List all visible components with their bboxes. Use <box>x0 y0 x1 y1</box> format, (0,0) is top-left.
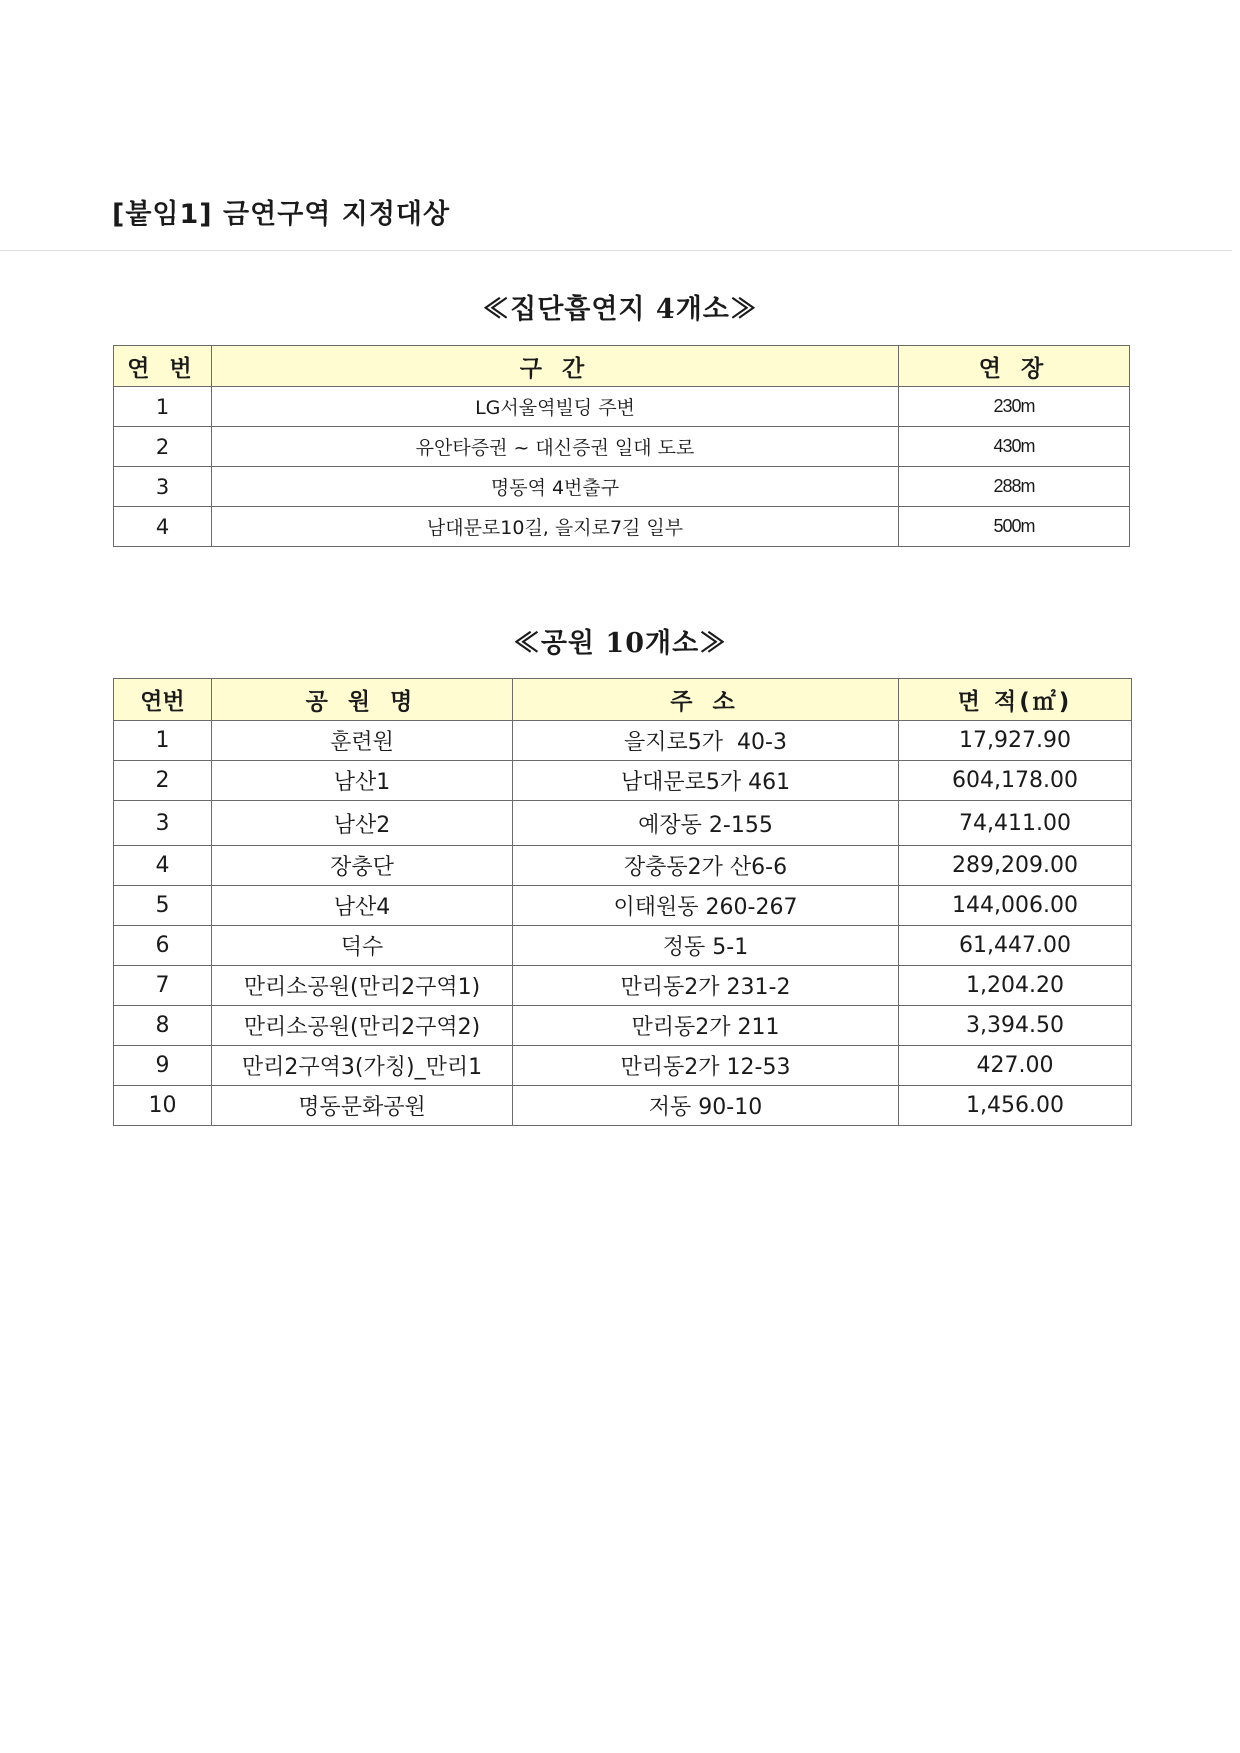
table-row <box>114 387 1130 427</box>
row-area: 74,411.00 <box>899 801 1132 846</box>
smoking-area-section-title: ≪집단흡연지 4개소≫ <box>482 294 758 325</box>
row-section: LG서울역빌딩 주변 <box>212 387 899 427</box>
header-no: 연 번 <box>114 346 212 387</box>
row-no: 2 <box>114 427 212 467</box>
document-title: [붙임1] 금연구역 지정대상 <box>112 199 451 230</box>
table-row <box>114 507 1130 547</box>
row-length: 230m <box>899 387 1130 427</box>
header-area: 면 적(㎡) <box>899 679 1132 721</box>
row-no: 4 <box>114 846 212 886</box>
row-no: 2 <box>114 761 212 801</box>
row-park-name: 만리소공원(만리2구역2) <box>212 1006 513 1046</box>
row-no: 3 <box>114 801 212 846</box>
row-address: 저동 90-10 <box>513 1086 899 1126</box>
header-section: 구 간 <box>212 346 899 387</box>
row-park-name: 장충단 <box>212 846 513 886</box>
row-no: 1 <box>114 721 212 761</box>
table-row <box>114 467 1130 507</box>
row-address: 만리동2가 211 <box>513 1006 899 1046</box>
row-park-name: 남산2 <box>212 801 513 846</box>
row-address: 남대문로5가 461 <box>513 761 899 801</box>
table-row <box>114 966 1132 1006</box>
row-address: 장충동2가 산6-6 <box>513 846 899 886</box>
row-no: 4 <box>114 507 212 547</box>
table-row <box>114 1006 1132 1046</box>
row-area: 1,204.20 <box>899 966 1132 1006</box>
header-no: 연번 <box>114 679 212 721</box>
header-length: 연 장 <box>899 346 1130 387</box>
row-no: 7 <box>114 966 212 1006</box>
table-row <box>114 926 1132 966</box>
table-row <box>114 1046 1132 1086</box>
row-park-name: 덕수 <box>212 926 513 966</box>
row-no: 6 <box>114 926 212 966</box>
park-table <box>113 678 1132 1126</box>
table-row <box>114 1086 1132 1126</box>
table-row <box>114 801 1132 846</box>
row-address: 이태원동 260-267 <box>513 886 899 926</box>
row-length: 430m <box>899 427 1130 467</box>
row-section: 유안타증권 ~ 대신증권 일대 도로 <box>212 427 899 467</box>
row-park-name: 남산1 <box>212 761 513 801</box>
smoking-area-table <box>113 345 1130 547</box>
row-address: 예장동 2-155 <box>513 801 899 846</box>
row-park-name: 남산4 <box>212 886 513 926</box>
table-row <box>114 761 1132 801</box>
header-address: 주 소 <box>513 679 899 721</box>
table-header-row <box>114 679 1132 721</box>
row-area: 3,394.50 <box>899 1006 1132 1046</box>
row-address: 정동 5-1 <box>513 926 899 966</box>
header-park-name: 공 원 명 <box>212 679 513 721</box>
table-row <box>114 721 1132 761</box>
row-area: 17,927.90 <box>899 721 1132 761</box>
row-area: 61,447.00 <box>899 926 1132 966</box>
table-row <box>114 427 1130 467</box>
row-section: 명동역 4번출구 <box>212 467 899 507</box>
table-row <box>114 886 1132 926</box>
row-area: 289,209.00 <box>899 846 1132 886</box>
row-no: 8 <box>114 1006 212 1046</box>
row-no: 5 <box>114 886 212 926</box>
row-no: 1 <box>114 387 212 427</box>
row-no: 10 <box>114 1086 212 1126</box>
table-row <box>114 846 1132 886</box>
row-area: 427.00 <box>899 1046 1132 1086</box>
row-area: 144,006.00 <box>899 886 1132 926</box>
row-area: 1,456.00 <box>899 1086 1132 1126</box>
row-no: 3 <box>114 467 212 507</box>
row-section: 남대문로10길, 을지로7길 일부 <box>212 507 899 547</box>
row-length: 288m <box>899 467 1130 507</box>
row-park-name: 만리2구역3(가칭)_만리1 <box>212 1046 513 1086</box>
row-no: 9 <box>114 1046 212 1086</box>
header-divider <box>0 250 1232 251</box>
row-park-name: 명동문화공원 <box>212 1086 513 1126</box>
row-park-name: 훈련원 <box>212 721 513 761</box>
row-park-name: 만리소공원(만리2구역1) <box>212 966 513 1006</box>
row-address: 만리동2가 231-2 <box>513 966 899 1006</box>
row-length: 500m <box>899 507 1130 547</box>
row-area: 604,178.00 <box>899 761 1132 801</box>
row-address: 만리동2가 12-53 <box>513 1046 899 1086</box>
park-section-title: ≪공원 10개소≫ <box>512 628 728 659</box>
table-header-row <box>114 346 1130 387</box>
row-address: 을지로5가 40-3 <box>513 721 899 761</box>
